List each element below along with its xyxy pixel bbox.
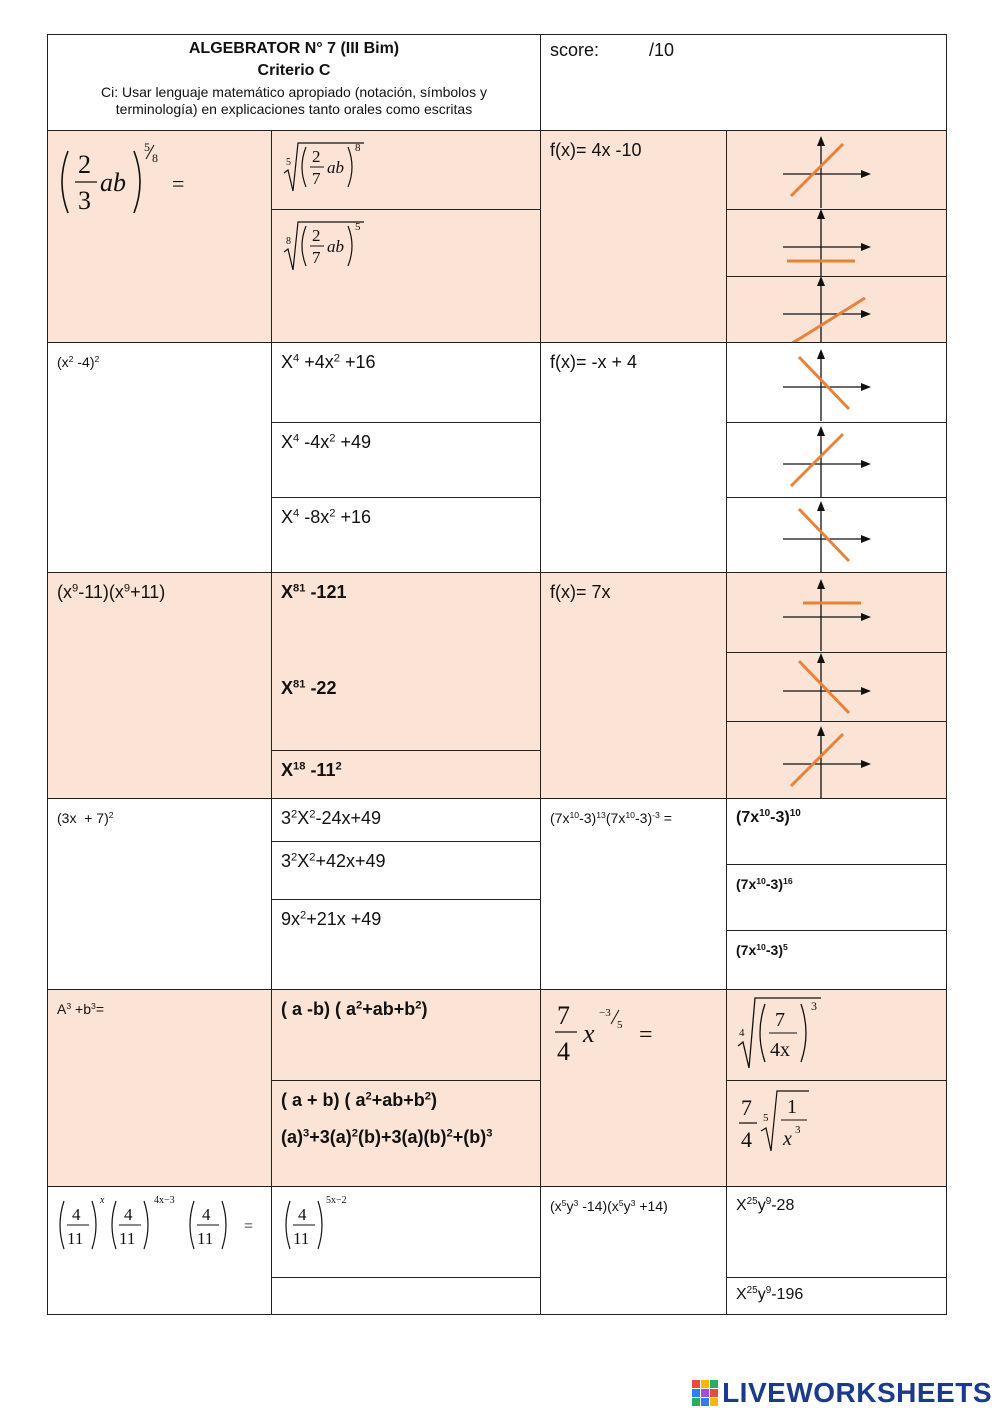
axis-graph xyxy=(727,423,946,497)
r6-prompt-num-3: 4 xyxy=(202,1205,211,1224)
axis-graph xyxy=(727,131,946,209)
r1-function-text: f(x)= 4x -10 xyxy=(550,140,642,160)
r4-ans1-text: $(7x^{10}-3)^{10}$ xyxy=(736,808,801,826)
r4-opt1-text: $3^2X^2-24x+49$ xyxy=(281,808,382,828)
r6-prompt-exp-2: 4x−3 xyxy=(154,1195,175,1206)
r3-graph-1-cell[interactable] xyxy=(727,573,947,653)
criterion-label: Criterio C xyxy=(257,62,331,79)
r1-prompt-cell xyxy=(48,131,272,343)
r2-function-text: f(x)= -x + 4 xyxy=(550,352,638,372)
r3-prompt-cell xyxy=(48,573,272,799)
r6-opt1-math xyxy=(278,1191,388,1261)
r5-ans1-cell[interactable] xyxy=(727,990,947,1081)
function-line xyxy=(791,434,843,486)
r5-q2-num: 7 xyxy=(557,1001,570,1030)
function-line xyxy=(791,298,865,343)
r6-opt1-den: 11 xyxy=(293,1229,310,1248)
r3-prompt-text: $(x^9-11)(x^9+11)$ xyxy=(57,582,166,602)
r6-prompt-eq: = xyxy=(244,1218,254,1235)
r5-ans1-exp: 3 xyxy=(811,999,817,1013)
r5-ans1-math xyxy=(735,992,845,1078)
function-line xyxy=(791,734,843,786)
x-axis-arrow-icon xyxy=(861,170,871,178)
r1-prompt-exp-den: 8 xyxy=(152,151,158,165)
r5-q2-var: x xyxy=(583,1019,595,1048)
function-line xyxy=(799,661,849,713)
r1-graph-3-cell[interactable] xyxy=(727,277,947,343)
r2-prompt-cell xyxy=(48,343,272,573)
r1-prompt-var: ab xyxy=(100,168,126,197)
r4-opt2-text: $3^2X^2+42x+49$ xyxy=(281,851,386,871)
r3-opt3-text: $X^{18}$ $-11^2$ xyxy=(281,760,342,780)
r2-graph-1-cell[interactable] xyxy=(727,343,947,423)
r4-opt2-cell[interactable] xyxy=(272,842,541,900)
r1-opt1-den: 7 xyxy=(312,169,321,188)
r3-opt2-text[interactable]: $X^{81}$ -22 xyxy=(281,678,337,698)
r2-prompt-text: ($x^2$ -4)$^2$ xyxy=(57,353,100,370)
r6-prompt-num-2: 4 xyxy=(124,1205,133,1224)
r5-ans2-rnum: 1 xyxy=(787,1096,797,1118)
r6-opt1-cell[interactable] xyxy=(272,1187,541,1278)
r1-prompt-eq: = xyxy=(172,171,185,196)
x-axis-arrow-icon xyxy=(861,310,871,318)
criterion-description-2: terminología) en explicaciones tanto orales como escritas xyxy=(115,101,473,117)
r1-prompt-den: 3 xyxy=(78,186,91,215)
r6-opt1-exp: 5x−2 xyxy=(326,1195,347,1206)
r5-q2-exp-den: 5 xyxy=(617,1019,623,1031)
y-axis-arrow-icon xyxy=(817,726,825,736)
r1-graph-1-cell[interactable] xyxy=(727,131,947,210)
liveworksheets-brand[interactable] xyxy=(692,1376,992,1410)
r6-prompt-den-1: 11 xyxy=(67,1229,84,1248)
r5-ans1-num: 7 xyxy=(775,1009,785,1031)
r5-ans2-den: 4 xyxy=(741,1127,752,1152)
r1-prompt-math xyxy=(54,137,224,237)
r6-prompt-num-1: 4 xyxy=(72,1205,81,1224)
r4-prompt-text: $(3x + 7)^2$ xyxy=(57,809,114,826)
r1-opt2-index: 8 xyxy=(286,236,291,247)
r5-ans2-num: 7 xyxy=(741,1095,752,1120)
r1-opt2-math xyxy=(282,214,392,284)
r4-prompt-cell xyxy=(48,799,272,990)
r5-prompt-text: $A^3 +b^3=$ xyxy=(57,1000,105,1017)
r2-opt2-cell[interactable] xyxy=(272,423,541,498)
r4-ans1-cell[interactable] xyxy=(727,799,947,865)
x-axis-arrow-icon xyxy=(861,687,871,695)
r4-opt3-text: $9x^2+21x +49$ xyxy=(281,909,382,929)
r5-q2-eq: = xyxy=(639,1022,653,1048)
worksheet-title: ALGEBRATOR N° 7 (III Bim) xyxy=(188,40,400,57)
r1-opt1-math xyxy=(282,135,392,205)
r4-ans3-cell[interactable] xyxy=(727,931,947,990)
r1-opt2-den: 7 xyxy=(312,248,321,267)
r3-opt12-cell[interactable] xyxy=(272,573,541,751)
criterion-description-1: Ci: Usar lenguaje matemático apropiado (notación, símbolos y xyxy=(101,84,487,100)
r1-graph-2-cell[interactable] xyxy=(727,210,947,277)
r2-function-cell xyxy=(541,343,727,573)
axis-graph xyxy=(727,277,946,342)
r6-q2-cell xyxy=(541,1187,727,1315)
r5-ans1-index: 4 xyxy=(739,1027,745,1039)
r6-opt1-num: 4 xyxy=(298,1205,307,1224)
r5-opt3-text[interactable]: $(a)^3+3(a)^2(b)+3(a)(b)^2+(b)^3$ xyxy=(281,1127,493,1147)
header-cell xyxy=(48,35,541,131)
r1-opt2-cell[interactable] xyxy=(272,210,541,343)
r2-opt1-text: $X^4 +4x^2 +16$ xyxy=(281,352,376,372)
r6-ans1-cell[interactable] xyxy=(727,1187,947,1278)
r6-opt2-cell[interactable] xyxy=(272,1278,541,1315)
r6-prompt-den-3: 11 xyxy=(197,1229,214,1248)
axis-graph xyxy=(727,722,946,798)
score-total: /10 xyxy=(649,40,675,60)
r5-opt23-cell[interactable] xyxy=(272,1081,541,1187)
r5-q2-den: 4 xyxy=(557,1037,570,1066)
r5-ans2-rexp: 3 xyxy=(795,1124,801,1136)
score-label: score: xyxy=(550,40,600,60)
r1-function-cell xyxy=(541,131,727,343)
r5-ans2-math xyxy=(735,1083,845,1169)
r1-opt2-exp: 5 xyxy=(355,221,361,233)
r1-opt2-num: 2 xyxy=(312,226,321,245)
r6-prompt-den-2: 11 xyxy=(119,1229,136,1248)
r5-q2-cell xyxy=(541,990,727,1187)
r3-opt3-cell[interactable] xyxy=(272,751,541,799)
axis-graph xyxy=(727,653,946,721)
r1-opt1-exp: 8 xyxy=(355,142,361,154)
x-axis-arrow-icon xyxy=(861,460,871,468)
y-axis-arrow-icon xyxy=(817,349,825,359)
r4-ans3-text: $(7x^{10}-3)^5$ xyxy=(736,941,788,958)
r3-function-text: f(x)= 7x xyxy=(550,582,611,602)
x-axis-arrow-icon xyxy=(861,613,871,621)
r1-opt1-num: 2 xyxy=(312,147,321,166)
r4-ans2-cell[interactable] xyxy=(727,865,947,931)
r5-q2-math xyxy=(549,994,679,1084)
function-line xyxy=(791,144,843,196)
r4-ans2-text: $(7x^{10}-3)^{16}$ xyxy=(736,875,793,892)
brand-name: LIVEWORKSHEETS xyxy=(722,1377,992,1408)
y-axis-arrow-icon xyxy=(817,426,825,436)
r6-prompt-exp-1: x xyxy=(100,1195,105,1206)
r6-prompt-cell xyxy=(48,1187,272,1315)
y-axis-arrow-icon xyxy=(817,653,825,663)
function-line xyxy=(799,357,849,409)
r3-opt1-text[interactable]: $X^{81}$ -121 xyxy=(281,582,347,602)
score-cell[interactable] xyxy=(541,35,947,131)
y-axis-arrow-icon xyxy=(817,501,825,511)
r6-ans1-text: $X^{25}y^9-28$ xyxy=(736,1196,795,1214)
r4-opt3-cell[interactable] xyxy=(272,900,541,990)
axis-graph xyxy=(727,210,946,276)
r3-graph-2-cell[interactable] xyxy=(727,653,947,722)
y-axis-arrow-icon xyxy=(817,277,825,286)
r2-opt1-cell[interactable] xyxy=(272,343,541,423)
r1-prompt-exp-num: 5 xyxy=(144,140,150,154)
r5-ans2-cell[interactable] xyxy=(727,1081,947,1187)
r1-opt2-var: ab xyxy=(327,237,344,256)
r4-q2-cell xyxy=(541,799,727,990)
worksheet-table xyxy=(47,34,947,1315)
r6-ans2-cell[interactable] xyxy=(727,1278,947,1315)
r1-opt1-index: 5 xyxy=(286,157,291,168)
r5-ans2-rden: x xyxy=(783,1128,792,1150)
r6-ans2-text: $X^{25}y^9-196$ xyxy=(736,1285,804,1303)
r2-opt3-text: $X^4$ $-8x^2 +16$ xyxy=(281,507,372,527)
r3-function-cell xyxy=(541,573,727,799)
y-axis-arrow-icon xyxy=(817,136,825,146)
r5-opt2-text[interactable]: ( a + b) ( $a^2+ab+b^2$) xyxy=(281,1090,437,1110)
r2-graph-3-cell[interactable] xyxy=(727,498,947,573)
r1-opt1-var: ab xyxy=(327,158,344,177)
axis-graph xyxy=(727,343,946,422)
r4-opt1-cell[interactable] xyxy=(272,799,541,842)
r5-ans1-den: 4x xyxy=(770,1039,790,1061)
x-axis-arrow-icon xyxy=(861,535,871,543)
r2-graph-2-cell[interactable] xyxy=(727,423,947,498)
r5-ans2-index: 5 xyxy=(763,1112,769,1124)
x-axis-arrow-icon xyxy=(861,243,871,251)
r1-prompt-num: 2 xyxy=(78,150,91,179)
x-axis-arrow-icon xyxy=(861,383,871,391)
r5-opt1-cell[interactable] xyxy=(272,990,541,1081)
r5-prompt-cell xyxy=(48,990,272,1187)
y-axis-arrow-icon xyxy=(817,210,825,219)
r3-graph-3-cell[interactable] xyxy=(727,722,947,799)
function-line xyxy=(799,509,849,561)
r4-q2-text: $(7x^{10}-3)^{13}(7x^{10}-3)^{-3}$ = xyxy=(550,809,672,826)
y-axis-arrow-icon xyxy=(817,579,825,589)
r6-q2-text: ($x^5y^3$ $-14)(x^5y^3 +14)$ xyxy=(550,1197,668,1214)
axis-graph xyxy=(727,573,946,652)
r2-opt2-text: $X^4$ $-4x^2 +49$ xyxy=(281,432,372,452)
r2-opt3-cell[interactable] xyxy=(272,498,541,573)
r5-opt1-text: ( a -b) ( $a^2+ab+b^2$) xyxy=(281,999,428,1019)
r1-opt1-cell[interactable] xyxy=(272,131,541,210)
liveworksheets-logo-icon xyxy=(692,1380,718,1406)
r5-q2-exp-num: −3 xyxy=(599,1007,611,1019)
axis-graph xyxy=(727,498,946,572)
r6-prompt-math xyxy=(52,1191,267,1261)
x-axis-arrow-icon xyxy=(861,760,871,768)
